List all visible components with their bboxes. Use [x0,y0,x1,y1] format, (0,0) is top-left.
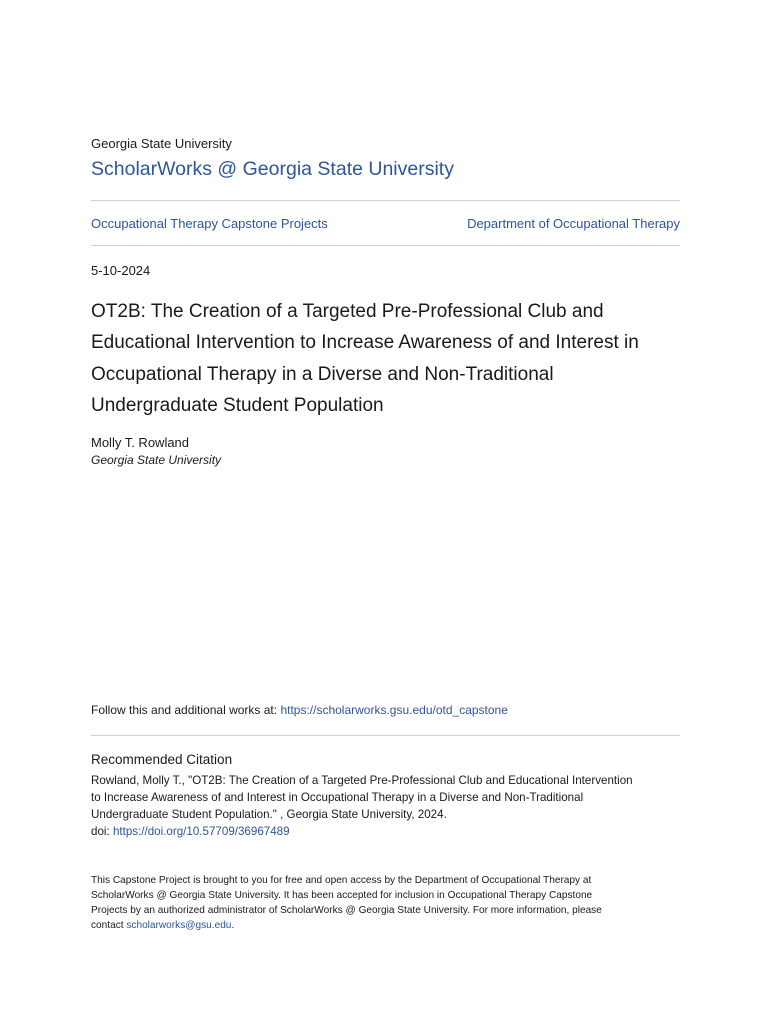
footer-line: Projects by an authorized administrator of ScholarWorks @ Georgia State University. For more information, please [91,905,602,916]
footer-line: ScholarWorks @ Georgia State University. It has been accepted for inclusion in Occupational Therapy Capstone [91,890,593,901]
collection-nav [91,216,680,231]
publication-date: 5-10-2024 [91,263,151,278]
title-line: OT2B: The Creation of a Targeted Pre-Professional Club and [91,301,604,322]
footer-period: . [231,920,235,931]
follow-label: Follow this and additional works at: [91,703,278,717]
cover-page [91,0,680,1024]
repository-link[interactable]: ScholarWorks @ Georgia State University [91,158,454,180]
collection-url-link[interactable]: https://scholarworks.gsu.edu/otd_capstone [280,703,508,717]
follow-line [91,703,508,717]
title-line: Undergraduate Student Population [91,394,384,416]
doi-label: doi: [91,825,110,838]
contact-label: contact [91,920,124,931]
department-link[interactable]: Department of Occupational Therapy [467,216,680,231]
institution-name: Georgia State University [91,136,232,151]
access-statement [91,873,681,933]
author-name: Molly T. Rowland [91,435,190,450]
citation-text [91,772,681,840]
title-line: Educational Intervention to Increase Awareness of and Interest in [91,332,639,354]
citation-line: Undergraduate Student Population." , Georgia State University, 2024. [91,808,447,821]
title-line: Occupational Therapy in a Diverse and Non-Traditional [91,363,554,385]
citation-line: to Increase Awareness of and Interest in Occupational Therapy in a Diverse and Non-Traditional [91,791,584,804]
contact-email-link[interactable]: scholarworks@gsu.edu [126,920,232,931]
citation-heading: Recommended Citation [91,752,233,767]
divider-citation [91,735,680,736]
footer-line: This Capstone Project is brought to you for free and open access by the Department of Occupational Therapy at [91,875,592,886]
divider-nav [91,245,680,246]
author-affiliation: Georgia State University [91,453,222,467]
divider-top [91,200,680,201]
citation-line: Rowland, Molly T., "OT2B: The Creation of a Targeted Pre-Professional Club and Educational Intervention [91,774,633,787]
collection-link[interactable]: Occupational Therapy Capstone Projects [91,216,328,231]
doi-link[interactable]: https://doi.org/10.57709/36967489 [112,825,290,838]
document-title [91,296,686,421]
